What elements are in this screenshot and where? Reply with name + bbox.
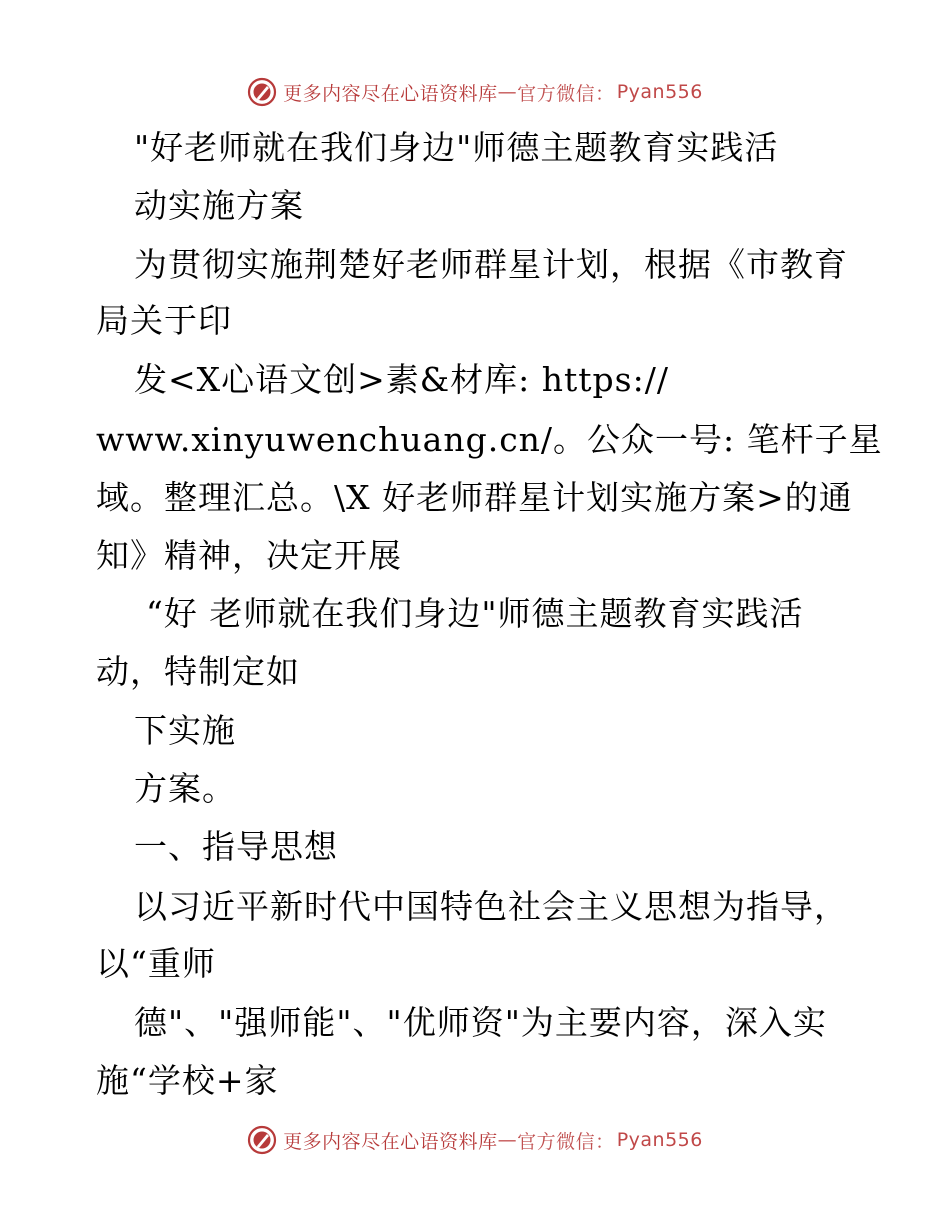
title-line-1: "好老师就在我们身边"师德主题教育实践活 xyxy=(134,128,779,167)
paragraph-line: “好 老师就在我们身边"师德主题教育实践活 xyxy=(146,594,804,633)
pen-logo-icon xyxy=(247,1125,277,1155)
title-line-2: 动实施方案 xyxy=(134,186,304,225)
watermark-right-text: 官方微信： xyxy=(517,1130,615,1153)
watermark-wechat-id: Pyan556 xyxy=(616,81,703,103)
watermark-dash: — xyxy=(497,81,518,103)
footer-watermark xyxy=(0,1120,950,1160)
paragraph-line: 动，特制定如 xyxy=(96,652,300,691)
paragraph-line: 局关于印 xyxy=(96,301,232,340)
watermark-left-text: 更多内容尽在心语资料库 xyxy=(283,82,498,105)
watermark-right-text: 官方微信： xyxy=(517,82,615,105)
paragraph-line: 知》精神，决定开展 xyxy=(96,536,402,575)
paragraph-line: www.xinyuwenchuang.cn/。公众一号: 笔杆子星 xyxy=(96,420,883,459)
section-heading: 一、指导思想 xyxy=(134,827,338,866)
watermark-wechat-id: Pyan556 xyxy=(616,1129,703,1151)
paragraph-line: 发<X心语文创>素&材库: https:// xyxy=(134,360,669,399)
pen-logo-icon xyxy=(247,77,277,107)
watermark-dash: — xyxy=(497,1129,518,1151)
paragraph-line: 以习近平新时代中国特色社会主义思想为指导， xyxy=(134,887,848,926)
paragraph-line: 德"、"强师能"、"优师资"为主要内容，深入实 xyxy=(134,1003,827,1042)
paragraph-line: 施“学校+家 xyxy=(96,1061,279,1100)
paragraph-line: 方案。 xyxy=(134,769,236,808)
paragraph-line: 为贯彻实施荆楚好老师群星计划，根据《市教育 xyxy=(134,245,848,284)
paragraph-line: 下实施 xyxy=(134,711,236,750)
watermark-left-text: 更多内容尽在心语资料库 xyxy=(283,1130,498,1153)
paragraph-line: 域。整理汇总。\X 好老师群星计划实施方案>的通 xyxy=(96,478,853,517)
paragraph-line: 以“重师 xyxy=(96,944,216,983)
header-watermark xyxy=(0,72,950,112)
